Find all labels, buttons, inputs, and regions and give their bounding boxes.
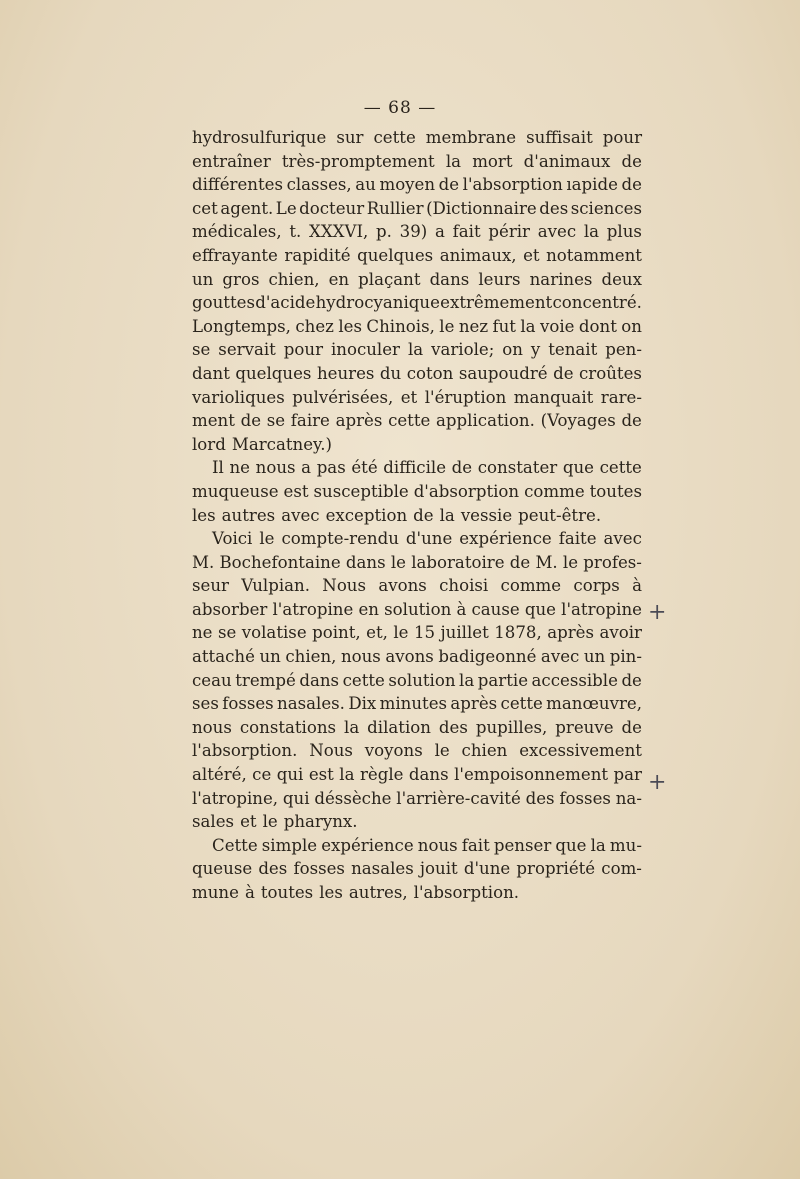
word: sciences xyxy=(570,198,642,218)
word: règle xyxy=(359,765,404,785)
word: difficile xyxy=(383,458,447,478)
word: animaux, xyxy=(439,245,517,265)
word: exception xyxy=(325,505,408,525)
word: sales xyxy=(192,812,235,832)
word: mu- xyxy=(609,835,642,855)
text-line xyxy=(192,669,642,693)
text-line xyxy=(192,763,642,787)
word: en xyxy=(358,599,379,619)
word: peut-être. xyxy=(518,505,602,525)
word: des xyxy=(438,717,468,737)
word: application. xyxy=(436,411,535,431)
word: et xyxy=(240,812,257,832)
word: nous xyxy=(192,717,232,737)
word: la xyxy=(459,670,475,690)
word: qui xyxy=(276,765,304,785)
word: l'atropine, xyxy=(192,788,279,808)
word: expérience xyxy=(321,835,414,855)
word: ne xyxy=(192,623,213,643)
word: avec xyxy=(281,505,320,525)
word: de xyxy=(240,411,262,431)
word: de xyxy=(509,552,531,572)
word: ses xyxy=(192,694,219,714)
word: fosses xyxy=(293,859,345,879)
text-line xyxy=(192,574,642,598)
word: d'animaux xyxy=(523,151,611,171)
word: l'atropine xyxy=(272,599,354,619)
word: et xyxy=(523,245,540,265)
word: Cette xyxy=(212,835,258,855)
word: avons xyxy=(385,647,434,667)
word: membrane xyxy=(425,128,517,147)
word: laboratoire xyxy=(411,552,505,572)
word: concentré. xyxy=(552,293,642,313)
word: pulvérisées, xyxy=(292,387,394,407)
word: hydrosulfurique xyxy=(192,128,327,147)
word: et, xyxy=(366,623,388,643)
word: voie xyxy=(539,316,575,336)
word: suffisait xyxy=(526,128,593,147)
word: choisi xyxy=(439,576,489,596)
word: du xyxy=(379,363,402,383)
word: minutes xyxy=(379,694,448,714)
word: ceau xyxy=(192,670,232,690)
word: des xyxy=(258,859,288,879)
word: narines xyxy=(529,269,593,289)
word: Marcatney.) xyxy=(231,434,332,454)
word: leurs xyxy=(478,269,521,289)
word: seur xyxy=(192,576,229,596)
word: croûtes xyxy=(579,363,642,383)
word: le xyxy=(439,316,455,336)
text-line xyxy=(192,433,642,457)
word: dans xyxy=(408,765,449,785)
word: inoculer xyxy=(330,340,400,360)
word: pour xyxy=(283,340,323,360)
word: p. xyxy=(376,222,392,242)
text-line xyxy=(192,739,642,763)
word: classes, xyxy=(286,175,352,195)
word: t. xyxy=(289,222,302,242)
word: la xyxy=(445,151,462,171)
word: mort xyxy=(472,151,513,171)
word: (Voyages xyxy=(540,411,616,431)
page-number: — 68 — xyxy=(363,98,437,118)
word: manquait xyxy=(513,387,594,407)
word: dans xyxy=(345,552,386,572)
word: chien, xyxy=(268,269,320,289)
word: absorber xyxy=(192,599,268,619)
word: pour xyxy=(602,128,642,147)
body-text xyxy=(192,126,642,905)
word: voyons xyxy=(364,741,423,761)
word: toutes xyxy=(260,883,314,902)
word: chien, xyxy=(285,647,337,667)
word: l'absorption. xyxy=(413,883,520,902)
word: dont xyxy=(578,316,617,336)
word: avec xyxy=(540,647,580,667)
word: attaché xyxy=(192,647,255,667)
margin-annotation-mark: + xyxy=(648,600,667,625)
word: saupoudré xyxy=(458,363,548,383)
word: tenait xyxy=(548,340,598,360)
text-line xyxy=(192,150,642,174)
word: la xyxy=(339,765,355,785)
word: chez xyxy=(295,316,334,336)
word: et xyxy=(400,387,418,407)
word: Il xyxy=(212,458,224,478)
word: hydrocyanique xyxy=(315,293,440,313)
text-line xyxy=(192,126,642,150)
word: le xyxy=(390,552,406,572)
text-line xyxy=(192,315,642,339)
text-line xyxy=(192,338,642,362)
word: de xyxy=(438,175,460,195)
word: avec xyxy=(537,222,577,242)
word: avons xyxy=(378,576,427,596)
word: par xyxy=(613,765,642,785)
word: au xyxy=(355,175,376,195)
word: M. xyxy=(192,552,215,572)
word: nous xyxy=(417,835,458,855)
word: gros xyxy=(222,269,260,289)
word: effrayante xyxy=(192,245,278,265)
word: pupilles, xyxy=(475,717,548,737)
word: des xyxy=(539,198,569,218)
word: corps xyxy=(573,576,620,596)
word: solution xyxy=(388,670,456,690)
word: M. xyxy=(535,552,558,572)
word: varioliques xyxy=(192,387,285,407)
word: se xyxy=(266,411,286,431)
word: notamment xyxy=(546,245,642,265)
word: d'acide xyxy=(255,293,316,313)
word: coton xyxy=(406,363,454,383)
word: 1878, xyxy=(494,623,542,643)
word: mune xyxy=(192,883,239,902)
word: docteur xyxy=(299,198,365,218)
word: après xyxy=(335,411,383,431)
word: dans xyxy=(299,670,340,690)
word: quelques xyxy=(357,245,434,265)
word: susceptible xyxy=(313,481,409,501)
text-line xyxy=(192,197,642,221)
word: à xyxy=(456,599,467,619)
word: de xyxy=(621,717,642,737)
word: cause xyxy=(471,599,520,619)
word: plus xyxy=(606,222,642,242)
word: constations xyxy=(239,717,337,737)
word: accessible xyxy=(531,670,618,690)
text-line xyxy=(192,834,642,858)
word: deux xyxy=(601,269,642,289)
text-line xyxy=(192,787,642,811)
text-line xyxy=(192,480,642,504)
word: que xyxy=(562,458,594,478)
word: d'une xyxy=(405,529,453,549)
word: lord xyxy=(192,434,226,454)
word: un xyxy=(583,647,606,667)
word: cette xyxy=(599,458,642,478)
word: cette xyxy=(388,411,431,431)
word: de xyxy=(621,151,642,171)
word: faite xyxy=(558,529,597,549)
word: la xyxy=(520,316,536,336)
text-line xyxy=(192,291,642,315)
text-line xyxy=(192,244,642,268)
word: se xyxy=(192,340,211,360)
word: la xyxy=(583,222,600,242)
word: autres xyxy=(221,505,276,525)
word: la xyxy=(439,505,455,525)
word: plaçant xyxy=(358,269,421,289)
word: l'empoisonnement xyxy=(454,765,609,785)
word: pharynx. xyxy=(283,812,358,832)
word: le xyxy=(262,812,278,832)
word: périr xyxy=(488,222,530,242)
word: déssèche xyxy=(314,788,392,808)
word: de xyxy=(621,411,642,431)
word: les xyxy=(319,883,343,902)
word: les xyxy=(338,316,362,336)
word: se xyxy=(217,623,237,643)
word: Chinois, xyxy=(366,316,435,336)
word: constater xyxy=(477,458,558,478)
text-line xyxy=(192,456,642,480)
text-line xyxy=(192,220,642,244)
text-line xyxy=(192,621,642,645)
word: rare- xyxy=(600,387,642,407)
word: nous xyxy=(255,458,296,478)
word: la xyxy=(590,835,606,855)
word: cette xyxy=(500,694,543,714)
word: que xyxy=(555,835,587,855)
word: été xyxy=(351,458,378,478)
word: penser xyxy=(493,835,552,855)
text-line xyxy=(192,716,642,740)
word: simple xyxy=(261,835,318,855)
word: (Dictionnaire xyxy=(426,198,537,218)
word: de xyxy=(451,458,473,478)
word: vessie xyxy=(460,505,513,525)
word: ıapide xyxy=(566,175,618,195)
word: servait xyxy=(218,340,276,360)
word: Nous xyxy=(309,741,353,761)
word: variole; xyxy=(431,340,495,360)
word: le xyxy=(434,741,450,761)
text-line xyxy=(192,645,642,669)
word: profes- xyxy=(583,552,642,572)
word: entraîner xyxy=(192,151,271,171)
word: les xyxy=(192,505,216,525)
word: très-promptement xyxy=(281,151,435,171)
word: badigeonné xyxy=(438,647,537,667)
word: d'absorption xyxy=(413,481,520,501)
word: de xyxy=(553,363,574,383)
word: pen- xyxy=(605,340,642,360)
word: preuve xyxy=(555,717,614,737)
word: ment xyxy=(192,411,235,431)
text-line xyxy=(192,598,642,622)
word: pin- xyxy=(609,647,642,667)
word: que xyxy=(524,599,557,619)
word: 15 xyxy=(413,623,436,643)
word: ne xyxy=(229,458,251,478)
word: la xyxy=(344,717,360,737)
word: ce xyxy=(252,765,272,785)
word: un xyxy=(259,647,281,667)
word: de xyxy=(413,505,434,525)
word: y xyxy=(530,340,541,360)
word: fosses xyxy=(222,694,274,714)
text-line xyxy=(192,857,642,881)
word: dans xyxy=(429,269,470,289)
word: expérience xyxy=(459,529,552,549)
text-line xyxy=(192,409,642,433)
word: fut xyxy=(492,316,516,336)
word: avec xyxy=(603,529,642,549)
word: sur xyxy=(336,128,364,147)
word: l'absorption. xyxy=(192,741,298,761)
word: Rullier xyxy=(366,198,424,218)
word: queuse xyxy=(192,859,253,879)
word: qui xyxy=(282,788,310,808)
word: nous xyxy=(340,647,381,667)
word: après xyxy=(450,694,498,714)
word: a xyxy=(301,458,312,478)
word: quelques xyxy=(235,363,312,383)
word: l'absorption xyxy=(462,175,563,195)
word: le xyxy=(259,529,275,549)
text-line xyxy=(192,504,642,528)
text-line xyxy=(192,810,642,834)
word: fait xyxy=(452,222,481,242)
word: différentes xyxy=(192,175,283,195)
text-line xyxy=(192,551,642,575)
word: compte-rendu xyxy=(281,529,399,549)
word: partie xyxy=(477,670,529,690)
word: excessivement xyxy=(519,741,642,761)
word: nez xyxy=(458,316,489,336)
word: Voici xyxy=(212,529,253,549)
word: Le xyxy=(275,198,297,218)
word: en xyxy=(328,269,350,289)
word: autres, xyxy=(348,883,408,902)
word: trempé xyxy=(235,670,296,690)
word: l'atropine xyxy=(561,599,642,619)
word: avoir xyxy=(599,623,642,643)
word: XXXVI, xyxy=(309,222,369,242)
text-line xyxy=(192,881,642,905)
word: le xyxy=(393,623,409,643)
word: à xyxy=(244,883,255,902)
text-line xyxy=(192,527,642,551)
text-line xyxy=(192,268,642,292)
word: l'arrière-cavité xyxy=(396,788,521,808)
word: dilation xyxy=(367,717,431,737)
word: cette xyxy=(373,128,416,147)
word: moyen xyxy=(379,175,436,195)
word: l'éruption xyxy=(424,387,507,407)
word: est xyxy=(308,765,334,785)
word: manœuvre, xyxy=(546,694,642,714)
word: solution xyxy=(384,599,452,619)
word: comme xyxy=(500,576,562,596)
word: jouit xyxy=(419,859,458,879)
text-line xyxy=(192,362,642,386)
word: des xyxy=(525,788,555,808)
word: faire xyxy=(290,411,330,431)
word: juillet xyxy=(440,623,489,643)
word: après xyxy=(547,623,594,643)
word: on xyxy=(621,316,642,336)
word: Dix xyxy=(348,694,377,714)
word: pas xyxy=(316,458,346,478)
word: est xyxy=(283,481,309,501)
word: nasales. xyxy=(277,694,345,714)
word: muqueuse xyxy=(192,481,279,501)
word: cette xyxy=(342,670,385,690)
word: cet xyxy=(192,198,218,218)
word: na- xyxy=(615,788,642,808)
word: d'une xyxy=(463,859,511,879)
word: propriété xyxy=(516,859,596,879)
word: Nous xyxy=(322,576,367,596)
word: de xyxy=(621,670,642,690)
word: le xyxy=(562,552,579,572)
word: on xyxy=(502,340,523,360)
word: Bochefontaine xyxy=(219,552,341,572)
word: point, xyxy=(312,623,361,643)
text-line xyxy=(192,173,642,197)
word: com- xyxy=(601,859,642,879)
text-line xyxy=(192,386,642,410)
word: dant xyxy=(192,363,230,383)
word: fosses xyxy=(559,788,611,808)
word: extrêmement xyxy=(440,293,553,313)
word: 39) xyxy=(399,222,428,242)
word: gouttes xyxy=(192,293,255,313)
text-line xyxy=(192,692,642,716)
word: heures xyxy=(316,363,375,383)
word: à xyxy=(632,576,642,596)
word: comme xyxy=(524,481,585,501)
word: agent. xyxy=(220,198,274,218)
margin-annotation-mark: + xyxy=(648,770,667,795)
word: a xyxy=(434,222,445,242)
word: altéré, xyxy=(192,765,247,785)
word: Vulpian. xyxy=(241,576,310,596)
word: toutes xyxy=(589,481,642,501)
word: rapidité xyxy=(284,245,351,265)
word: médicales, xyxy=(192,222,282,242)
word: la xyxy=(407,340,424,360)
word: volatise xyxy=(241,623,307,643)
word: fait xyxy=(461,835,490,855)
word: Longtemps, xyxy=(192,316,291,336)
word: nasales xyxy=(351,859,414,879)
word: de xyxy=(621,175,642,195)
word: chien xyxy=(461,741,508,761)
word: un xyxy=(192,269,214,289)
